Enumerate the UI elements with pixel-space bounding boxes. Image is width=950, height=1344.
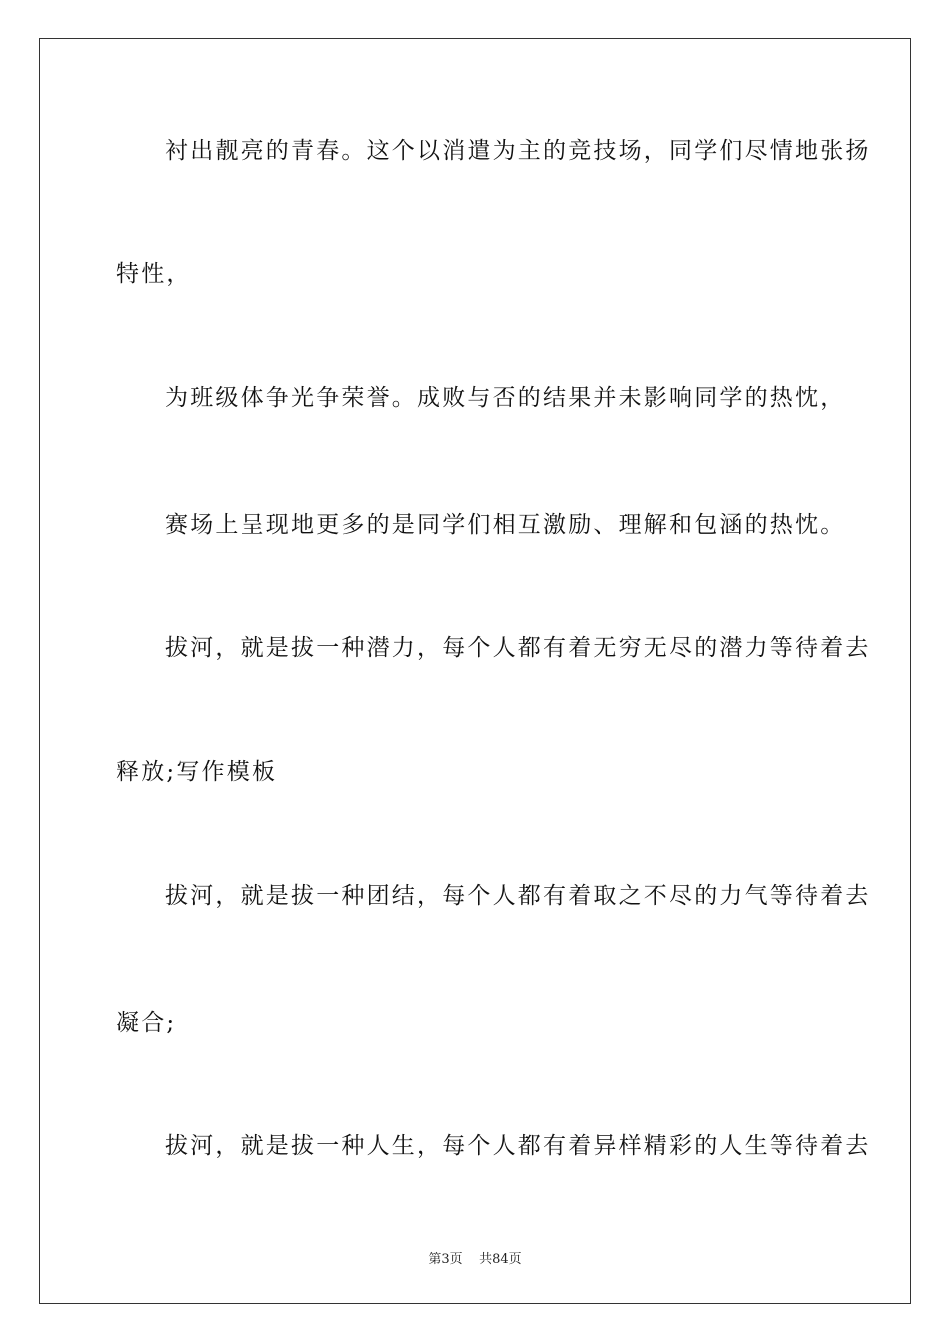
page-total: 共84页 [479,1252,522,1267]
paragraph-line: 拔河，就是拔一种潜力，每个人都有着无穷无尽的潜力等待着去 [165,635,871,661]
page-footer [0,1248,950,1267]
page-border [39,38,911,1304]
paragraph-line: 拔河，就是拔一种人生，每个人都有着异样精彩的人生等待着去 [165,1133,871,1159]
paragraph-line: 拔河，就是拔一种团结，每个人都有着取之不尽的力气等待着去 [165,883,871,909]
paragraph-line: 衬出靓亮的青春。这个以消遣为主的竞技场，同学们尽情地张扬 [165,138,871,164]
paragraph-line: 为班级体争光争荣誉。成败与否的结果并未影响同学的热忱， [165,385,846,411]
paragraph-line: 赛场上呈现地更多的是同学们相互激励、理解和包涵的热忱。 [165,512,846,538]
paragraph-line: 凝合; [116,1010,177,1036]
page-number: 第3页 [428,1252,463,1267]
paragraph-line: 特性， [116,261,192,287]
paragraph-line: 释放;写作模板 [116,759,278,785]
